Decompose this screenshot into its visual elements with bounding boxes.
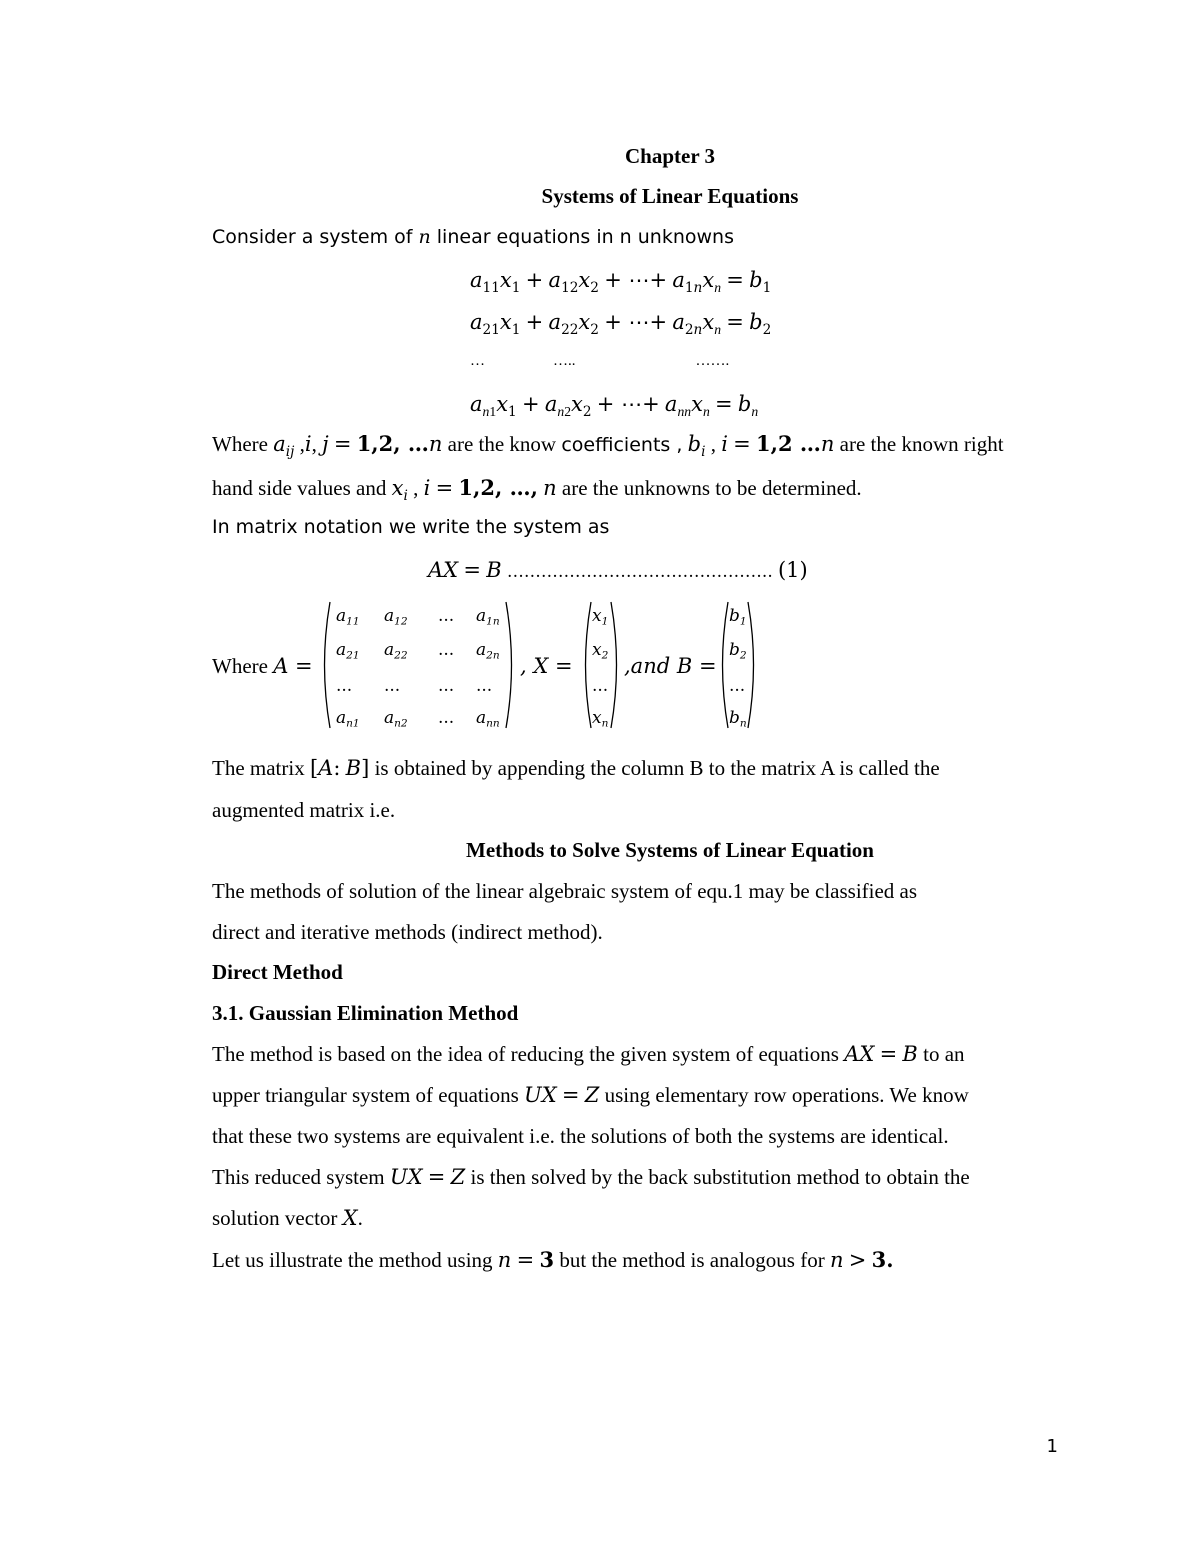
augmented-line-2: augmented matrix i.e. [212, 798, 396, 822]
methods-line-2: direct and iterative methods (indirect method). [212, 920, 603, 944]
matrix-a-cell: ... [476, 676, 493, 696]
methods-line-1: The methods of solution of the linear algebraic system of equ.1 may be classified as [212, 879, 918, 903]
matrix-a-cell: $a_{11}$ [336, 606, 360, 628]
matrix-b-cell: $b_n$ [729, 708, 747, 730]
matrix-x-cell: $x_1$ [592, 606, 609, 628]
matrix-b-cell: $b_2$ [729, 640, 747, 662]
gauss-paragraph-line-5: solution vector X. [212, 1206, 363, 1230]
where-line-2: hand side values and $x_i$ , i = 1,2, …, n are the unknowns to be determined. [212, 475, 862, 504]
matrix-a-cell: ... [438, 606, 455, 626]
matrix-b-cell: $b_1$ [729, 606, 747, 628]
equation-row-1: $a_{11}x_1 + a_{12}x_2$ + ⋯+ $a_{1n}x_n = b_1$ [470, 268, 772, 296]
x-label: , X = [520, 654, 573, 678]
matrix-a-cell: ... [438, 640, 455, 660]
gaussian-heading: 3.1. Gaussian Elimination Method [212, 1001, 519, 1025]
matrix-a-cell: $a_{n2}$ [384, 708, 408, 730]
matrix-a [318, 600, 518, 730]
gauss-paragraph-line-3: that these two systems are equivalent i.e. the solutions of both the systems are identical. [212, 1124, 949, 1148]
where-label: Where A = [212, 654, 313, 678]
chapter-heading: Chapter 3 [624, 144, 716, 168]
equation-row-ellipsis: … ….. ……. [470, 353, 730, 369]
augmented-line-1: The matrix [A: B] is obtained by appending the column B to the matrix A is called the [212, 756, 940, 780]
matrix-x [579, 600, 623, 730]
illustrate-line: Let us illustrate the method using n = 3 but the method is analogous for n > 3. [212, 1247, 894, 1272]
matrix-b-cell: ... [729, 676, 746, 696]
where-line-1: Where $a_{ij}$ ,i, j = 1,2, …n are the know coefficients , $b_i$ , i = 1,2 …n are the known right [212, 431, 1004, 460]
matrix-b [716, 600, 760, 730]
matrix-a-cell: ... [438, 676, 455, 696]
matrix-a-cell: $a_{2n}$ [476, 640, 500, 662]
matrix-a-cell: ... [438, 708, 455, 728]
b-label: ,and B = [624, 654, 717, 678]
gauss-paragraph-line-4: This reduced system UX = Z is then solved by the back substitution method to obtain the [212, 1165, 970, 1189]
gauss-paragraph-line-2: upper triangular system of equations UX = Z using elementary row operations. We know [212, 1083, 969, 1107]
equation-row-2: $a_{21}x_1 + a_{22}x_2$ + ⋯+ $a_{2n}x_n = b_2$ [470, 310, 772, 338]
equation-row-n: $a_{n1}x_1 + a_{n2}x_2$ + ⋯+ $a_{nn}x_n = b_n$ [470, 392, 759, 420]
direct-method-heading: Direct Method [212, 960, 343, 984]
intro-text: Consider a system of n linear equations in n unknowns [212, 226, 735, 248]
section-title: Systems of Linear Equations [541, 184, 799, 208]
methods-heading: Methods to Solve Systems of Linear Equation [466, 838, 874, 862]
matrix-notation-text: In matrix notation we write the system as [212, 516, 610, 538]
matrix-a-cell: ... [384, 676, 401, 696]
matrix-x-cell: ... [592, 676, 609, 696]
matrix-a-cell: ... [336, 676, 353, 696]
gauss-paragraph-line-1: The method is based on the idea of reducing the given system of equations AX = B to an [212, 1042, 965, 1066]
matrix-a-cell: $a_{n1}$ [336, 708, 360, 730]
matrix-a-cell: $a_{22}$ [384, 640, 408, 662]
matrix-a-cell: $a_{12}$ [384, 606, 408, 628]
matrix-a-cell: $a_{21}$ [336, 640, 360, 662]
ax-equals-b: AX = B ……………………………………….. (1) [428, 558, 808, 582]
matrix-x-cell: $x_n$ [592, 708, 609, 730]
matrix-a-cell: $a_{nn}$ [476, 708, 500, 730]
page-number: 1 [1046, 1436, 1058, 1457]
matrix-a-cell: $a_{1n}$ [476, 606, 500, 628]
matrix-x-cell: $x_2$ [592, 640, 609, 662]
